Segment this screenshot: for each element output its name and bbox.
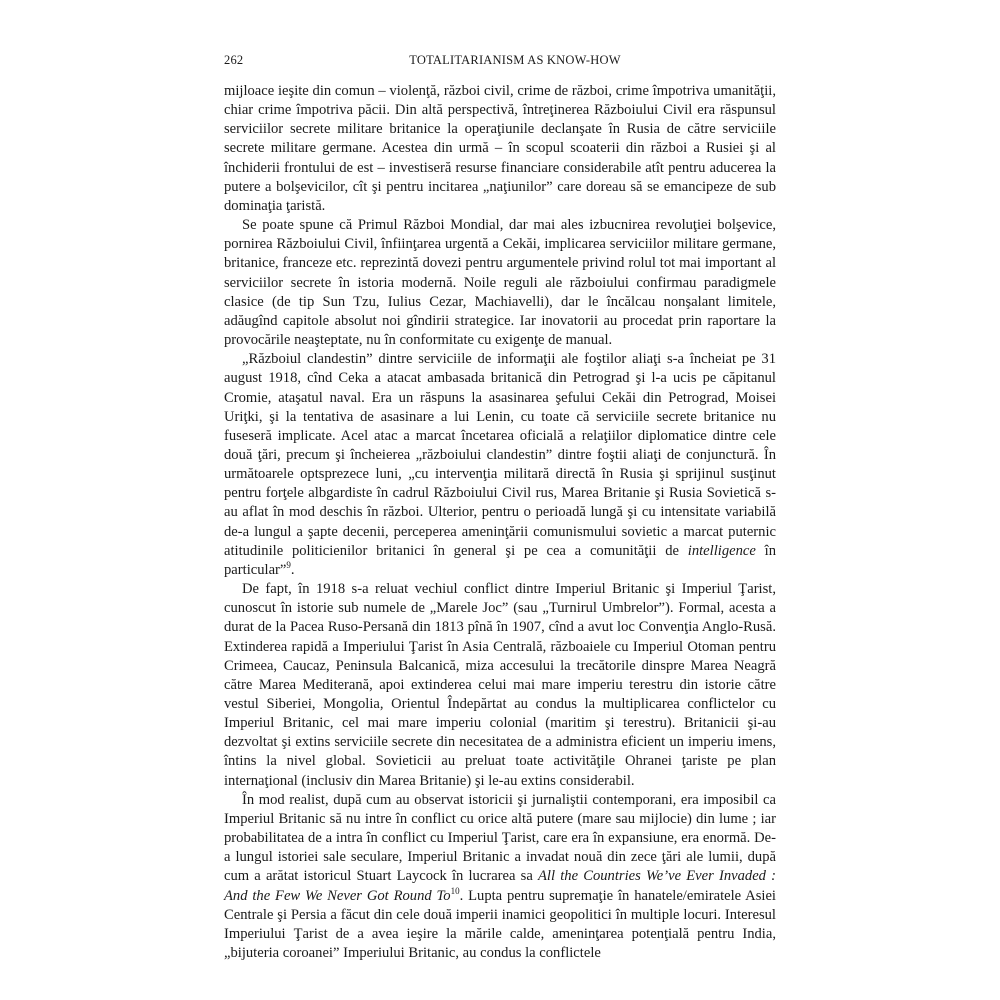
paragraph-5 — [224, 791, 776, 963]
page-header — [224, 50, 776, 70]
document-page — [224, 50, 776, 990]
book-title: All the Countries We’ve Ever Invaded : And the Few We Never Got Round To — [224, 868, 777, 904]
footnote-ref-9[interactable]: 9 — [286, 559, 291, 570]
footnote-ref-10[interactable]: 10 — [450, 885, 460, 896]
paragraph-3-text-after: în particular” — [224, 542, 777, 578]
paragraph-3-end: . — [290, 561, 295, 578]
body-text — [224, 82, 776, 963]
paragraph-4: De fapt, în 1918 s-a reluat vechiul conflict dintre Imperiul Britanic şi Imperiul Ţarist, cunoscut în istorie sub numele de „Marele Joc” (sau „Turnirul Umbrelor”). Formal, acesta a durat de la Pacea Ruso-Persană din 1813 pînă în 1907, cînd a avut loc Convenţia Anglo-Rusă. Extinderea rapidă a Imperiului Ţarist în Asia Centrală, războaiele cu Imperiul Otoman pentru Crimeea, Caucaz, Peninsula Balcanică, miza accesului la trecătorile dinspre Marea Neagră către Marea Mediterană, apoi extinderea celui mai mare imperiu terestru din istorie către vestul Siberiei, Mongolia, Orientul Îndepărtat au condus la multiplicarea conflictelor cu Imperiul Britanic, cel mai mare imperiu colonial (maritim şi terestru). Britanicii şi-au dezvoltat şi extins serviciile secrete din necesitatea de a administra eficient un imperiu imens, întins la nivel global. Sovieticii au preluat toate activităţile Ohranei ţariste pe plan internaţional (inclusiv din Marea Britanie) şi le-au extins considerabil. — [224, 581, 776, 789]
paragraph-3-text: „Războiul clandestin” dintre serviciile de informaţii ale foştilor aliaţi s-a încheiat pe 31 august 1918, cînd Ceka a atacat ambasada britanică din Petrograd şi l-a ucis pe căpitanul Cromie, ataşatul naval. Era un răspuns la asasinarea şefului Cekăi din Petrograd, Moisei Uriţki, şi la tentativa de asasinare a lui Lenin, cu toate că serviciile secrete britanice nu fuseseră implicate. Acel atac a marcat încetarea oficială a relaţiilor diplomatice dintre cele două ţări, precum şi încheierea „războiului clandestin” dintre foştii aliaţi de conjunctură. În următoarele optsprezece luni, „cu intervenţia militară directă în Rusia şi sprijinul susţinut pentru forţele albgardiste în cadrul Războiului Civil rus, Marea Britanie şi Rusia Sovietică s-au aflat în mod deschis în război. Ulterior, pentru o perioadă lungă şi cu intensitate variabilă de-a lungul a şapte decenii, perceperea ameninţării comunismului sovietic a marcat puternic atitudinile politicienilor britanici în general şi pe cea a comunităţii de — [224, 351, 776, 559]
paragraph-3 — [224, 350, 776, 580]
paragraph-1: mijloace ieşite din comun – violenţă, război civil, crime de război, crime împotriva umanităţii, chiar crime împotriva păcii. Din altă perspectivă, întreţinerea Războiului Civil era răspunsul serviciilor secrete militare britanice la operaţiunile declanşate în Rusia de către serviciile secrete militare germane. Acestea din urmă – în scopul scoaterii din război a Rusiei şi al închiderii frontului de est – investiseră resurse financiare considerabile atît pentru aducerea la putere a bolşevicilor, cît şi pentru incitarea „naţiunilor” care doreau să se emancipeze de sub dominaţia ţaristă. — [224, 83, 776, 214]
paragraph-3-italic: intelligence — [687, 542, 756, 559]
paragraph-2: Se poate spune că Primul Război Mondial, dar mai ales izbucnirea revoluţiei bolşevice, pornirea Războiului Civil, înfiinţarea urgentă a Cekăi, implicarea serviciilor militare germane, britanice, franceze etc. reprezintă dovezi pentru argumentele privind rolul tot mai important al serviciilor secrete în istoria modernă. Noile reguli ale războiului confirmau paradigmele clasice (de tip Sun Tzu, Iulius Cezar, Machiavelli), dar le încălcau nonşalant limitele, adăugînd capitole absolut noi gîndirii strategice. Iar inovatorii au procedat prin raportare la provocările neaşteptate, nu în conformitate cu exigenţe de manual. — [224, 217, 776, 349]
paragraph-5-text-after: . Lupta pentru supremaţie în hanatele/emiratele Asiei Centrale şi Persia a făcut din cele două imperii inamici geopolitici în multiple locuri. Interesul Imperiului Ţarist de a avea ieşire la mările calde, ameninţarea potenţială pentru India, „bijuteria coroanei” Imperiului Britanic, au condus la conflictele — [224, 887, 776, 962]
page-number: 262 — [224, 53, 244, 67]
paragraph-5-text: În mod realist, după cum au observat istoricii şi jurnaliştii contemporani, era imposibil ca Imperiul Britanic să nu intre în conflict cu orice altă putere (mare sau mijlocie) din lume ; iar probabilitatea de a intra în conflict cu Imperiul Ţarist, care era în expansiune, era enormă. De-a lungul istoriei sale seculare, Imperiul Britanic a invadat nouă din zece ţări ale lumii, după cum a arătat istoricul Stuart Laycock în lucrarea sa — [224, 791, 776, 885]
running-head: TOTALITARIANISM AS KNOW-HOW — [409, 53, 621, 67]
